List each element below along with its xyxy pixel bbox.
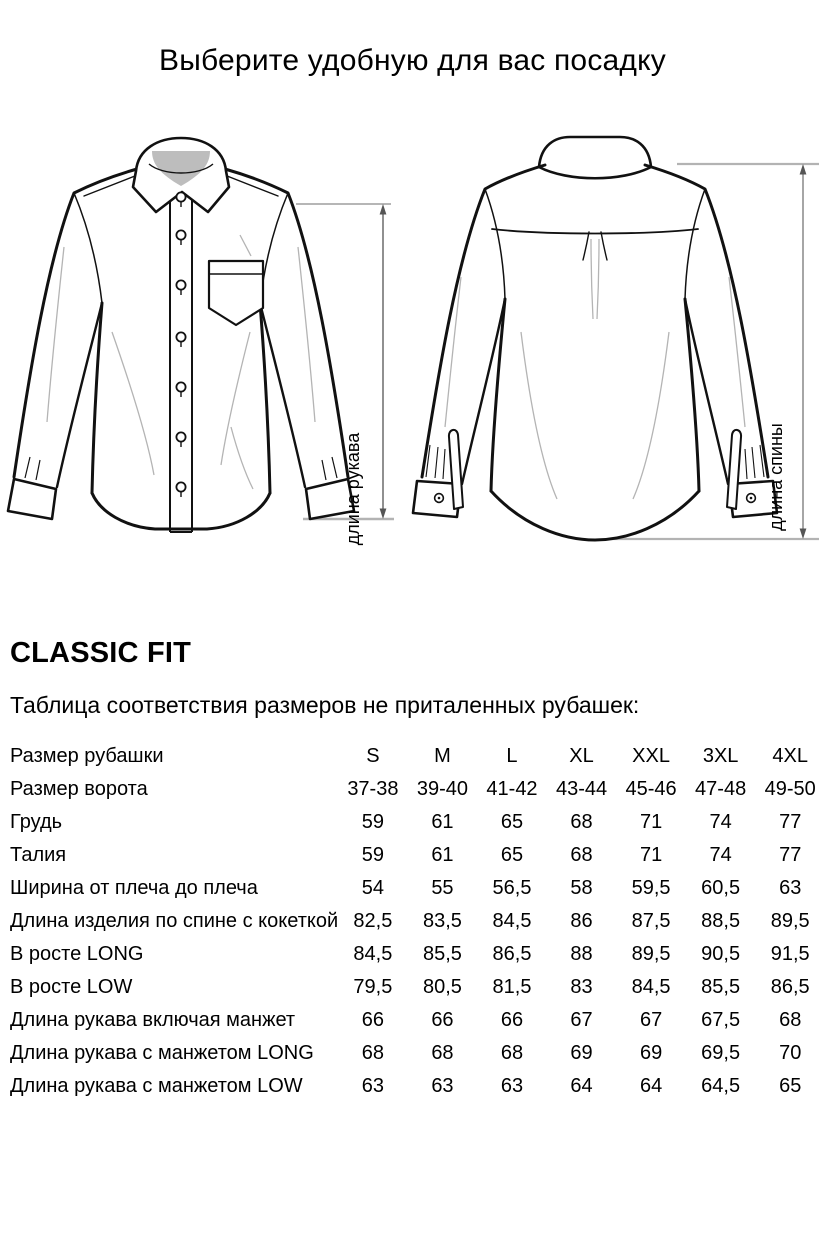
size-value-cell: 81,5: [492, 976, 532, 998]
size-value-cell: 83: [570, 976, 593, 998]
size-value-cell: 47-48: [695, 778, 747, 800]
size-value-cell: 68: [431, 1042, 454, 1064]
collar-back: [539, 137, 651, 178]
size-value-cell: 68: [570, 811, 593, 833]
sleeve-length-label: длина рукава: [343, 432, 363, 546]
row-label: Размер рубашки: [10, 745, 164, 767]
row-label: Ширина от плеча до плеча: [10, 877, 258, 899]
size-value-cell: 61: [431, 844, 454, 866]
row-label: Длина рукава с манжетом LOW: [10, 1075, 303, 1097]
size-value-cell: 65: [500, 811, 524, 833]
size-value-cell: 66: [361, 1009, 385, 1031]
size-value-cell: 63: [361, 1075, 385, 1097]
buttons-front: [176, 192, 185, 497]
table-row: [10, 806, 825, 839]
row-label: Грудь: [10, 811, 63, 833]
size-value-cell: 59: [361, 844, 385, 866]
size-value-cell: 64: [639, 1075, 663, 1097]
size-value-cell: 66: [431, 1009, 454, 1031]
size-value-cell: 84,5: [353, 943, 393, 965]
size-column-header: L: [506, 745, 518, 767]
size-value-cell: 86: [570, 910, 593, 932]
size-value-cell: 89,5: [631, 943, 671, 965]
size-column-header: 3XL: [702, 745, 739, 767]
size-column-header: M: [434, 745, 451, 767]
arrow-down-icon: [800, 529, 807, 540]
size-value-cell: 86,5: [770, 976, 810, 998]
shirt-back-illustration: [405, 127, 825, 577]
size-value-cell: 49-50: [764, 778, 816, 800]
table-caption: Таблица соответствия размеров не приталенных рубашек:: [10, 692, 640, 718]
hem-front: [92, 493, 270, 529]
size-value-cell: 69: [570, 1042, 593, 1064]
size-value-cell: 84,5: [492, 910, 532, 932]
size-value-cell: 63: [779, 877, 802, 899]
size-value-cell: 74: [709, 844, 732, 866]
size-value-cell: 91,5: [770, 943, 810, 965]
size-value-cell: 37-38: [347, 778, 399, 800]
size-value-cell: 60,5: [701, 877, 741, 899]
size-value-cell: 64,5: [701, 1075, 741, 1097]
size-value-cell: 61: [431, 811, 454, 833]
row-label: Длина рукава включая манжет: [10, 1009, 296, 1031]
row-label: Талия: [10, 844, 67, 866]
arrow-up-icon: [380, 204, 387, 215]
size-value-cell: 90,5: [701, 943, 741, 965]
table-row: [10, 839, 825, 872]
row-label: Длина рукава с манжетом LONG: [10, 1042, 314, 1064]
size-value-cell: 82,5: [353, 910, 393, 932]
size-value-cell: 56,5: [492, 877, 532, 899]
size-value-cell: 88: [570, 943, 593, 965]
yoke-seam: [492, 229, 698, 234]
sleeve-plackets: [435, 430, 756, 509]
shirt-back-outline: [413, 165, 777, 540]
size-value-cell: 63: [431, 1075, 454, 1097]
size-value-cell: 68: [570, 844, 593, 866]
cuff-pleats-back: [426, 445, 764, 479]
size-value-cell: 85,5: [701, 976, 741, 998]
size-value-cell: 67: [570, 1009, 593, 1031]
size-value-cell: 59: [361, 811, 385, 833]
row-label: Длина изделия по спине с кокеткой: [10, 910, 339, 932]
page-title: Выберите удобную для вас посадку: [159, 44, 666, 77]
size-column-header: XL: [569, 745, 594, 767]
size-value-cell: 69: [639, 1042, 663, 1064]
arrow-down-icon: [380, 509, 387, 520]
size-value-cell: 54: [361, 877, 385, 899]
size-value-cell: 43-44: [555, 778, 608, 800]
size-value-cell: 55: [431, 877, 454, 899]
size-column-header: XXL: [632, 745, 670, 767]
cuff-left: [8, 479, 56, 519]
shirt-front-illustration: [0, 127, 400, 577]
back-length-label: длина спины: [766, 423, 786, 531]
row-label: В росте LONG: [10, 943, 144, 965]
size-value-cell: 77: [779, 811, 802, 833]
size-value-cell: 39-40: [416, 778, 469, 800]
size-value-cell: 66: [500, 1009, 524, 1031]
size-value-cell: 89,5: [770, 910, 810, 932]
size-column-header: 4XL: [772, 745, 808, 767]
size-value-cell: 65: [779, 1075, 802, 1097]
shirt-diagrams: [0, 127, 825, 577]
size-value-cell: 80,5: [422, 976, 462, 998]
size-value-cell: 64: [570, 1075, 593, 1097]
size-value-cell: 85,5: [422, 943, 462, 965]
size-value-cell: 71: [639, 844, 663, 866]
row-label: В росте LOW: [10, 976, 133, 998]
row-label: Размер ворота: [10, 778, 148, 800]
table-row: [10, 971, 825, 1004]
size-value-cell: 41-42: [486, 778, 538, 800]
size-value-cell: 59,5: [631, 877, 671, 899]
size-value-cell: 88,5: [701, 910, 741, 932]
arrow-up-icon: [800, 164, 807, 175]
chest-pocket: [209, 261, 263, 325]
size-value-cell: 68: [779, 1009, 802, 1031]
size-value-cell: 84,5: [631, 976, 671, 998]
table-row: [10, 905, 825, 938]
table-row: [10, 773, 825, 806]
size-value-cell: 58: [570, 877, 593, 899]
table-row: [10, 938, 825, 971]
cuff-pleats-front: [25, 457, 337, 480]
shirt-front-outline: [8, 169, 354, 529]
hem-back: [491, 491, 699, 540]
size-value-cell: 65: [500, 844, 524, 866]
table-row: [10, 740, 825, 773]
size-value-cell: 74: [709, 811, 732, 833]
table-row: [10, 872, 825, 905]
size-value-cell: 79,5: [353, 976, 393, 998]
size-column-header: S: [366, 745, 380, 767]
size-value-cell: 77: [779, 844, 802, 866]
size-table: [10, 740, 825, 1103]
size-value-cell: 68: [361, 1042, 385, 1064]
size-value-cell: 67,5: [701, 1009, 741, 1031]
size-value-cell: 86,5: [492, 943, 532, 965]
size-value-cell: 83,5: [422, 910, 462, 932]
table-row: [10, 1004, 825, 1037]
size-value-cell: 68: [500, 1042, 524, 1064]
size-value-cell: 67: [639, 1009, 663, 1031]
size-value-cell: 69,5: [701, 1042, 741, 1064]
table-row: [10, 1037, 825, 1070]
size-value-cell: 45-46: [625, 778, 677, 800]
size-value-cell: 70: [779, 1042, 802, 1064]
size-value-cell: 63: [500, 1075, 524, 1097]
table-row: [10, 1070, 825, 1103]
size-value-cell: 87,5: [631, 910, 671, 932]
fit-heading: CLASSIC FIT: [10, 637, 192, 669]
size-value-cell: 71: [639, 811, 663, 833]
size-guide-page: [0, 44, 825, 1103]
